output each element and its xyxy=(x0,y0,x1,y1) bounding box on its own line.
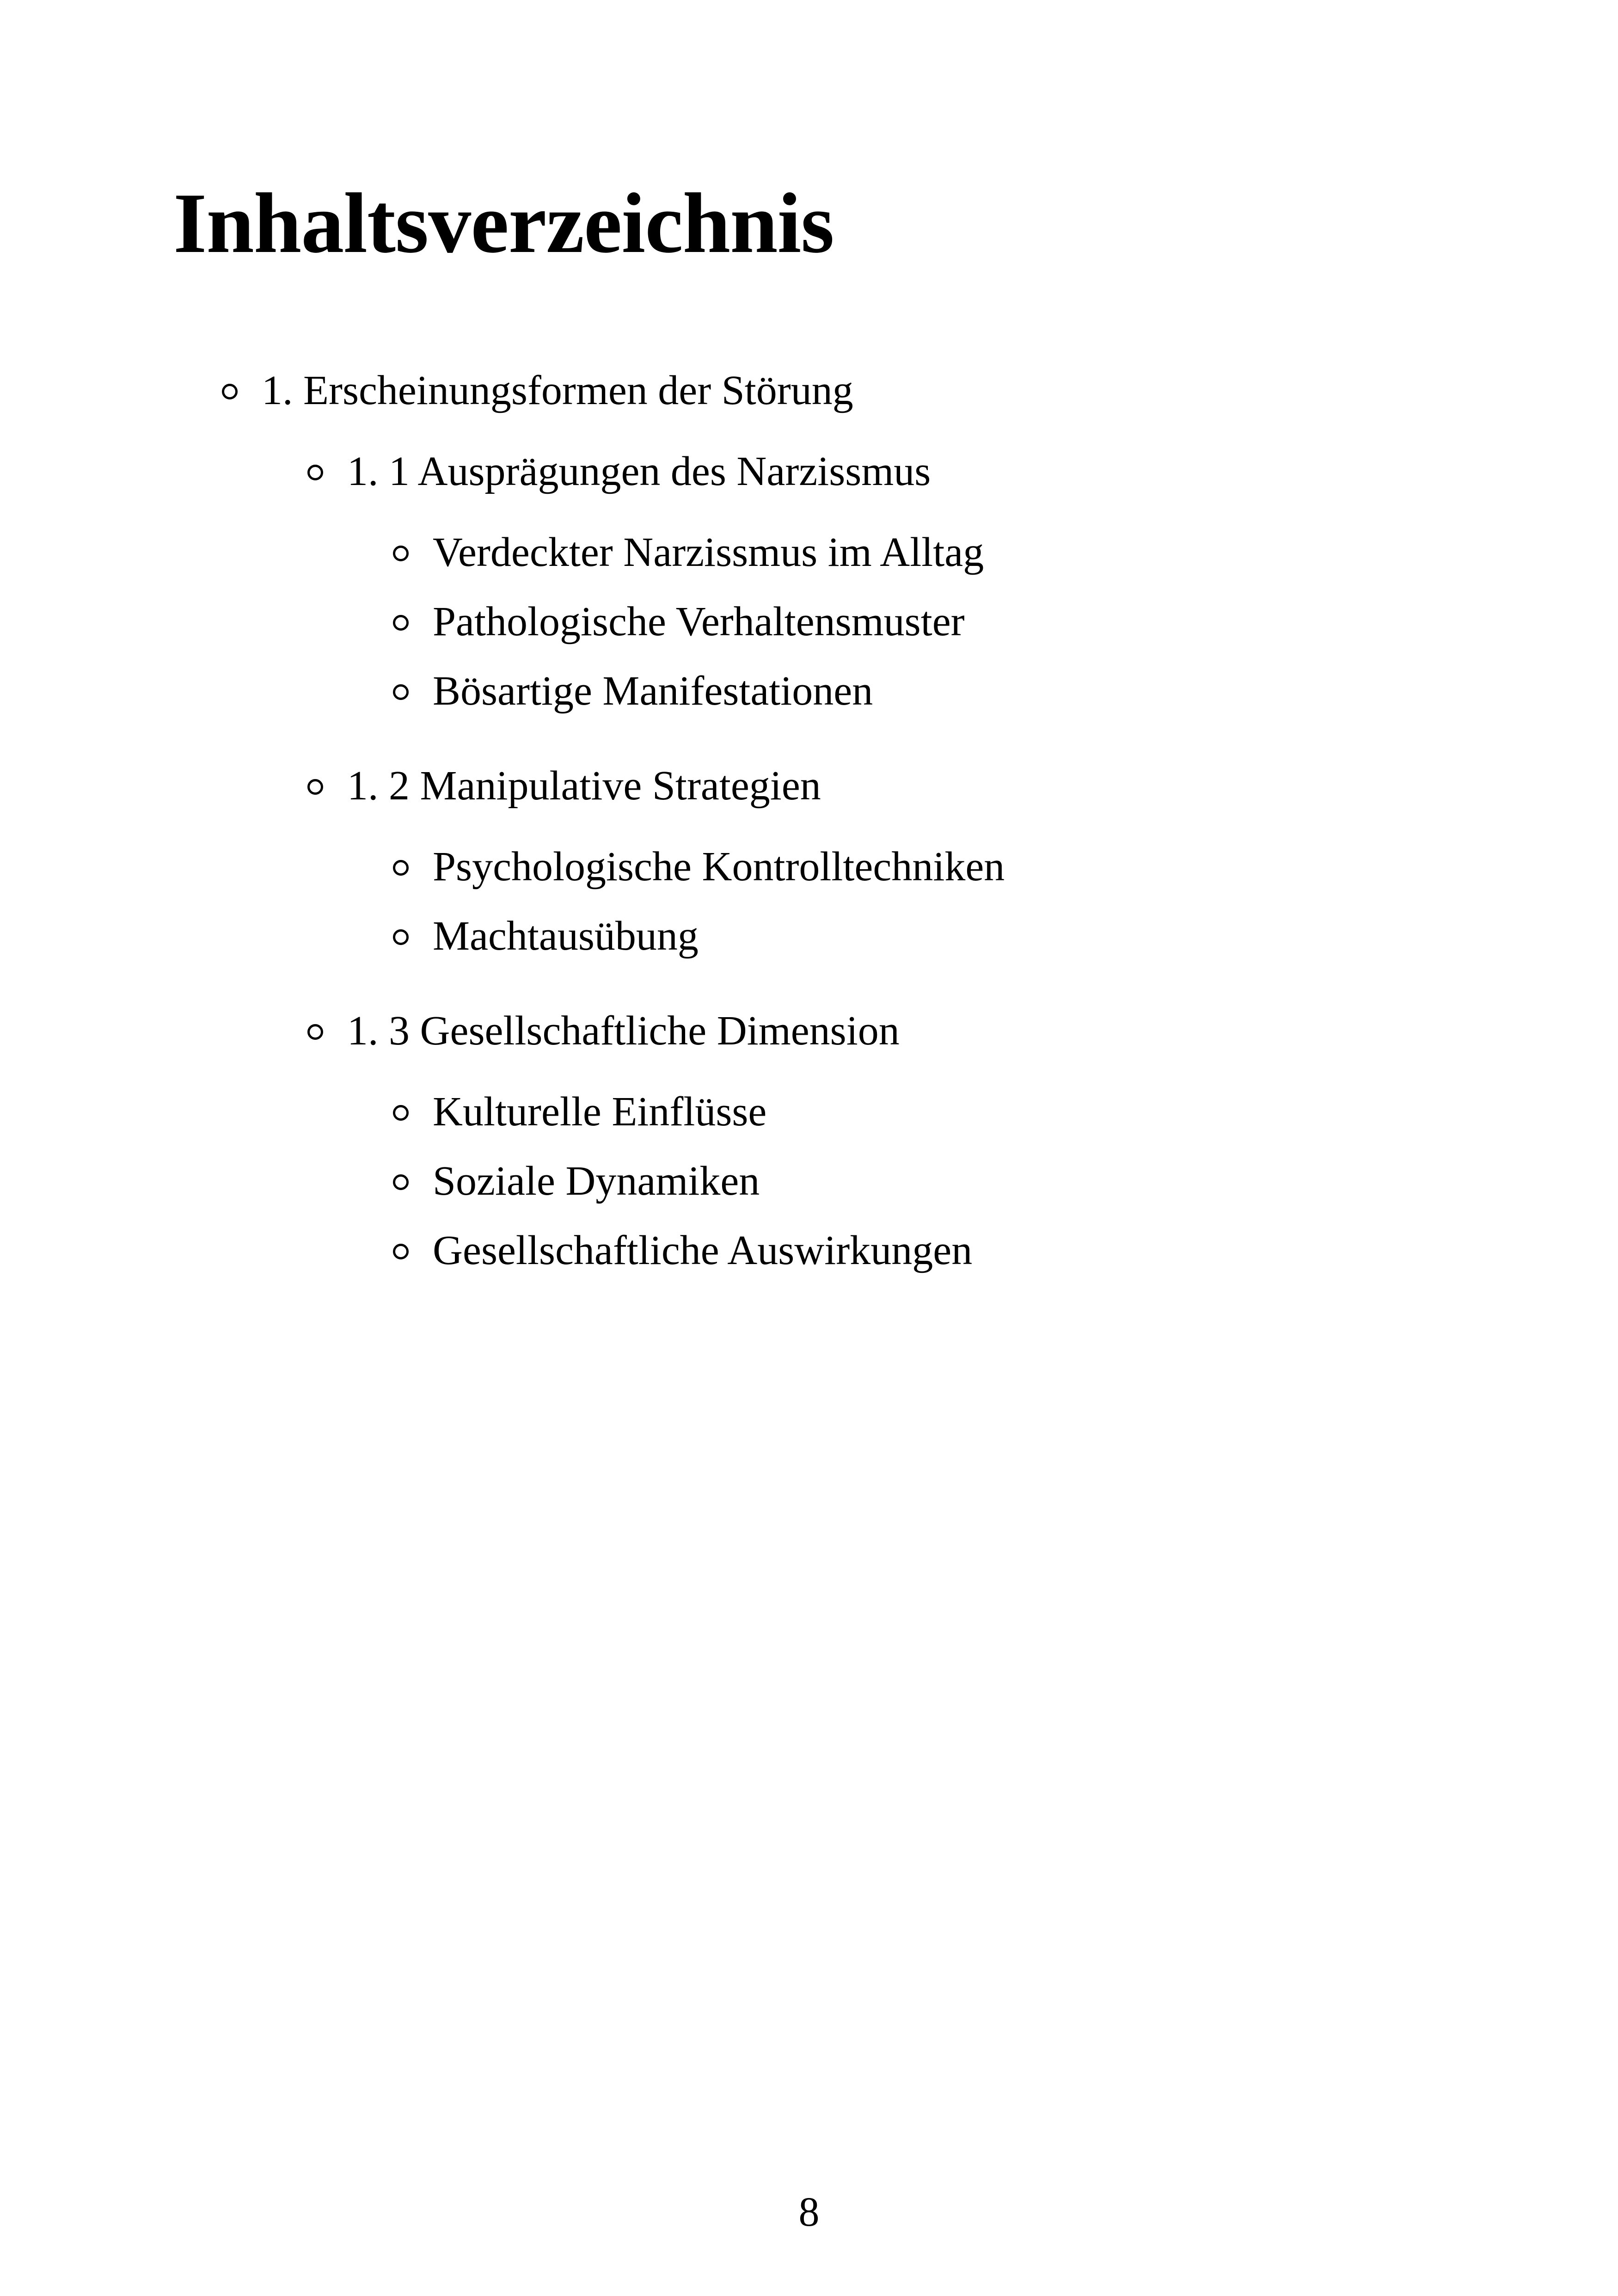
bullet-icon xyxy=(222,384,238,399)
bullet-icon xyxy=(393,1105,409,1121)
bullet-icon xyxy=(393,929,409,945)
toc-entry-section-1-2 xyxy=(307,765,821,807)
bullet-icon xyxy=(393,684,409,700)
bullet-icon xyxy=(393,860,409,876)
bullet-icon xyxy=(393,1174,409,1190)
page-title: Inhaltsverzeichnis xyxy=(173,176,834,271)
bullet-icon xyxy=(393,615,409,631)
toc-entry-subsection xyxy=(393,1230,972,1271)
toc-entry-subsection xyxy=(393,601,965,643)
toc-entry-label: Verdeckter Narzissmus im Alltag xyxy=(433,529,984,575)
toc-entry-subsection xyxy=(393,1160,760,1202)
toc-entry-label: Bösartige Manifestationen xyxy=(433,668,873,714)
toc-entry-label: 1. 2 Manipulative Strategien xyxy=(347,763,821,809)
bullet-icon xyxy=(393,546,409,561)
bullet-icon xyxy=(393,1244,409,1259)
toc-entry-label: Psychologische Kontrolltechniken xyxy=(433,844,1005,890)
toc-entry-section-1-3 xyxy=(307,1010,900,1052)
toc-entry-subsection xyxy=(393,846,1005,888)
toc-entry-chapter-1 xyxy=(222,370,853,411)
toc-entry-subsection xyxy=(393,670,873,712)
bullet-icon xyxy=(307,1024,323,1040)
toc-entry-label: 1. 1 Ausprägungen des Narzissmus xyxy=(347,448,931,494)
toc-entry-label: 1. 3 Gesellschaftliche Dimension xyxy=(347,1008,900,1054)
toc-entry-label: Soziale Dynamiken xyxy=(433,1158,760,1204)
toc-entry-label: Pathologische Verhaltensmuster xyxy=(433,599,965,645)
toc-entry-label: 1. Erscheinungsformen der Störung xyxy=(262,368,853,413)
bullet-icon xyxy=(307,779,323,795)
toc-entry-label: Gesellschaftliche Auswirkungen xyxy=(433,1228,973,1273)
toc-entry-label: Machtausübung xyxy=(433,913,699,959)
toc-entry-label: Kulturelle Einflüsse xyxy=(433,1089,767,1135)
toc-entry-subsection xyxy=(393,915,699,957)
toc-entry-subsection xyxy=(393,1091,766,1133)
toc-entry-section-1-1 xyxy=(307,448,931,494)
toc-entry-subsection xyxy=(393,529,984,575)
page-number: 8 xyxy=(798,2189,820,2235)
bullet-icon xyxy=(307,465,323,480)
